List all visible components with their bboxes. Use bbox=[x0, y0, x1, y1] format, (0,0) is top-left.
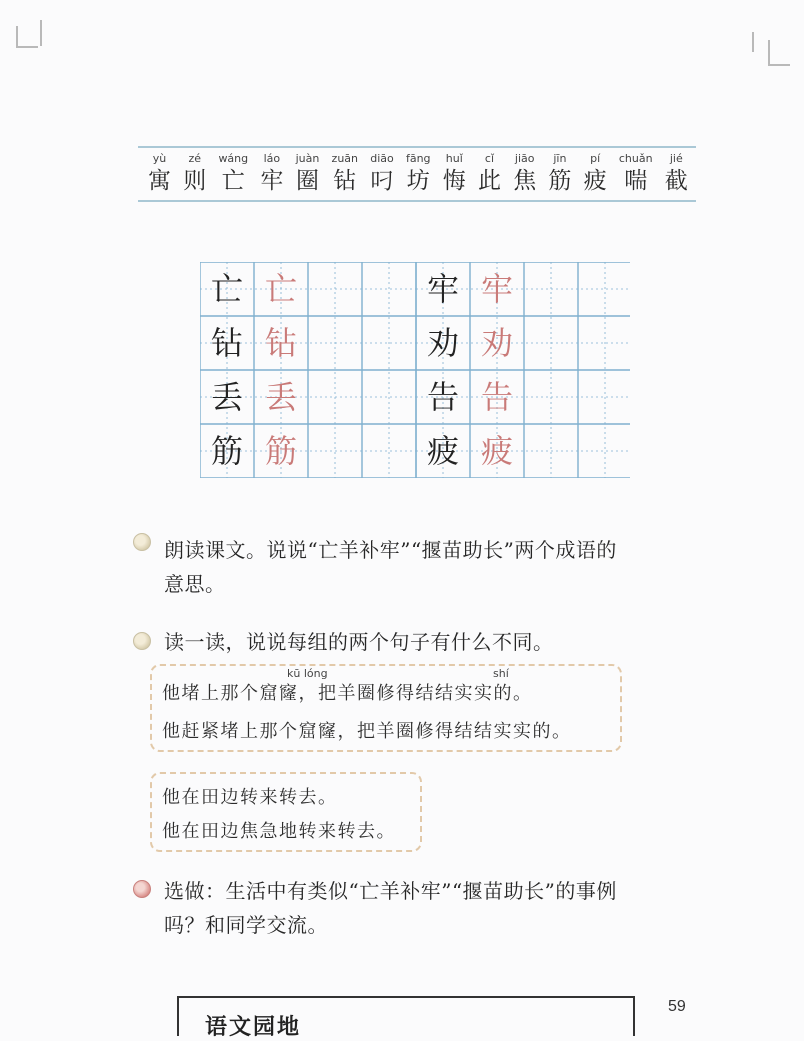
vocab-word bbox=[296, 148, 320, 200]
vocab-word bbox=[443, 148, 466, 200]
vocab-char: 叼 bbox=[370, 168, 394, 194]
vocab-char: 疲 bbox=[583, 168, 607, 194]
vocab-char: 亡 bbox=[221, 168, 245, 194]
vocab-word bbox=[548, 148, 571, 200]
model-character: 钻 bbox=[210, 324, 243, 362]
exercise-1-line-2: 意思。 bbox=[164, 572, 226, 596]
crop-mark-top-left-2 bbox=[40, 20, 60, 46]
exercise-3-text bbox=[164, 874, 724, 942]
exercise-2-bullet-icon bbox=[133, 632, 151, 650]
tracing-character: 牢 bbox=[480, 270, 513, 308]
vocab-word bbox=[183, 148, 206, 200]
model-character: 丢 bbox=[210, 378, 243, 416]
vocab-word bbox=[665, 148, 688, 200]
page-number: 59 bbox=[668, 998, 686, 1015]
crop-mark-top-right bbox=[752, 32, 768, 52]
ruby-shi: shí bbox=[493, 667, 509, 680]
vocab-char: 此 bbox=[477, 168, 501, 194]
vocab-word bbox=[370, 148, 394, 200]
vocab-pinyin: jiāo bbox=[514, 152, 535, 165]
vocab-word bbox=[332, 148, 358, 200]
vocab-pinyin: wáng bbox=[218, 152, 249, 165]
model-character: 亡 bbox=[210, 270, 243, 308]
vocab-char: 焦 bbox=[513, 168, 537, 194]
vocab-char: 则 bbox=[183, 168, 207, 194]
ruby-kulong: kū lóng bbox=[287, 667, 328, 680]
vocab-char: 筋 bbox=[548, 168, 572, 194]
vocab-word bbox=[513, 148, 536, 200]
model-character: 告 bbox=[426, 378, 459, 416]
vocab-pinyin: diāo bbox=[370, 152, 394, 165]
vocab-char: 坊 bbox=[406, 168, 430, 194]
vocab-char: 牢 bbox=[260, 168, 284, 194]
next-section-heading: 语文园地 bbox=[205, 1014, 302, 1040]
vocab-word bbox=[148, 148, 171, 200]
vocab-pinyin: láo bbox=[263, 152, 281, 165]
exercise-1-line-1: 朗读课文。说说“亡羊补牢”“揠苗助长”两个成语的 bbox=[164, 538, 617, 562]
vocab-word bbox=[619, 148, 653, 200]
exercise-2-intro: 读一读，说说每组的两个句子有什么不同。 bbox=[164, 630, 554, 654]
vocab-pinyin: jié bbox=[669, 152, 683, 165]
writing-grid bbox=[200, 262, 630, 478]
vocab-char: 悔 bbox=[442, 168, 466, 194]
model-character: 筋 bbox=[210, 432, 243, 470]
vocab-char: 寓 bbox=[148, 168, 171, 194]
vocab-pinyin: zuān bbox=[331, 152, 359, 165]
vocab-pinyin: jīn bbox=[553, 152, 567, 165]
vocab-word bbox=[260, 148, 283, 200]
vocab-word bbox=[478, 148, 501, 200]
tracing-character: 钻 bbox=[264, 324, 297, 362]
tracing-character: 劝 bbox=[480, 324, 513, 362]
vocab-char: 钻 bbox=[333, 168, 357, 194]
vocab-pinyin: huǐ bbox=[445, 152, 463, 165]
vocab-pinyin: cǐ bbox=[484, 152, 495, 165]
tracing-character: 告 bbox=[480, 378, 513, 416]
vocab-word bbox=[218, 148, 248, 200]
tracing-character: 亡 bbox=[264, 270, 297, 308]
vocab-pinyin: zé bbox=[188, 152, 201, 165]
vocab-pinyin: chuǎn bbox=[618, 152, 653, 165]
group-2-sentence-1: 他在田边转来转去。 bbox=[162, 787, 338, 808]
exercise-3-line-2: 吗？和同学交流。 bbox=[164, 913, 328, 937]
vocabulary-strip bbox=[138, 146, 696, 202]
crop-mark-top-right-2 bbox=[768, 40, 790, 66]
tracing-character: 筋 bbox=[264, 432, 297, 470]
vocab-word bbox=[406, 148, 431, 200]
vocab-pinyin: pí bbox=[590, 152, 601, 165]
tracing-character: 丢 bbox=[264, 378, 297, 416]
group-2-sentence-2: 他在田边焦急地转来转去。 bbox=[162, 821, 396, 842]
vocab-pinyin: fāng bbox=[405, 152, 431, 165]
model-character: 劝 bbox=[426, 324, 459, 362]
model-character: 牢 bbox=[426, 270, 459, 308]
vocab-char: 喘 bbox=[624, 168, 648, 194]
exercise-1-bullet-icon bbox=[133, 533, 151, 551]
crop-mark-top-left bbox=[16, 26, 38, 48]
vocab-pinyin: juàn bbox=[295, 152, 320, 165]
exercise-3-line-1: 选做：生活中有类似“亡羊补牢”“揠苗助长”的事例 bbox=[164, 879, 617, 903]
exercise-3-bullet-icon bbox=[133, 880, 151, 898]
group-1-sentence-2: 他赶紧堵上那个窟窿，把羊圈修得结结实实的。 bbox=[162, 721, 572, 742]
group-1-sentence-1: 他堵上那个窟窿，把羊圈修得结结实实的。 bbox=[162, 683, 533, 704]
vocab-char: 截 bbox=[664, 168, 688, 194]
vocab-pinyin: yù bbox=[152, 152, 167, 165]
tracing-character: 疲 bbox=[480, 432, 513, 470]
exercise-1-text bbox=[164, 533, 724, 601]
vocab-word bbox=[584, 148, 607, 200]
model-character: 疲 bbox=[426, 432, 459, 470]
vocab-char: 圈 bbox=[295, 168, 319, 194]
